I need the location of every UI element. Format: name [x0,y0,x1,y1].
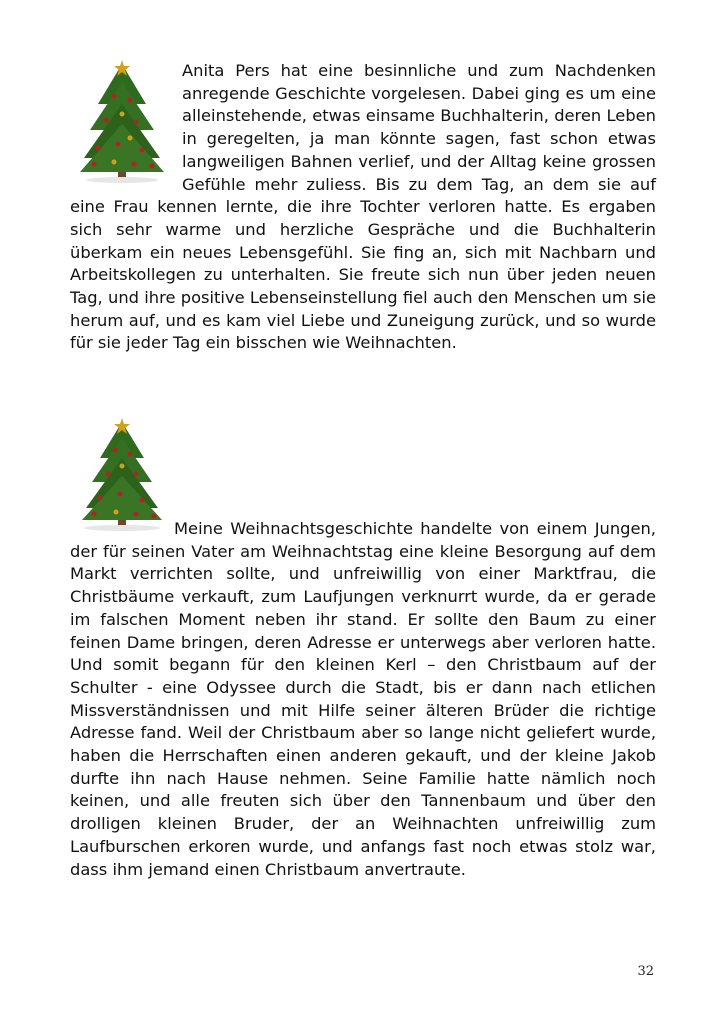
christmas-tree-icon [70,60,174,188]
christmas-tree-icon [70,418,174,534]
story-section-1 [70,60,656,355]
page-number: 32 [637,964,654,979]
story-section-2 [70,518,656,881]
story-paragraph-1: Anita Pers hat eine besinnliche und zum Nachdenken anregende Geschichte vorgelesen. Dabei ging es um eine alleinstehende, etwas einsame Buchhalterin, deren Leben in geregelten, ja man könnte sagen, fast schon etwas langweiligen Bahnen verlief, und der Alltag keine grossen Gefühle mehr zuliess. Bis zu dem Tag, an dem sie auf eine Frau kennen lernte, die ihre Tochter verloren hatte. Es ergaben sich sehr warme und herzliche Gespräche und die Buchhalterin überkam ein neues Lebensgefühl. Sie fing an, sich mit Nachbarn und Arbeitskollegen zu unterhalten. Sie freute sich nun über jeden neuen Tag, und ihre positive Lebenseinstellung fiel auch den Menschen um sie herum auf, und es kam viel Liebe und Zuneigung zurück, und so wurde für sie jeder Tag ein bisschen wie Weihnachten. [70,61,656,353]
story-paragraph-2: Meine Weihnachtsgeschichte handelte von einem Jungen, der für seinen Vater am Weihnachtstag eine kleine Besorgung auf dem Markt verrichten sollte, und unfreiwillig von einer Marktfrau, die Christbäume verkauft, zum Laufjungen verknurrt wurde, da er gerade im falschen Moment neben ihr stand. Er sollte den Baum zu einer feinen Dame bringen, deren Adresse er unterwegs aber verloren hatte. Und somit begann für den kleinen Kerl – den Christbaum auf der Schulter - eine Odyssee durch die Stadt, bis er dann nach etlichen Missverständnissen und mit Hilfe seiner älteren Brüder die richtige Adresse fand. Weil der Christbaum aber so lange nicht geliefert wurde, haben die Herrschaften einen anderen gekauft, und der kleine Jakob durfte ihn nach Hause nehmen. Seine Familie hatte nämlich noch keinen, und alle freuten sich über den Tannenbaum und über den drolligen kleinen Bruder, der an Weihnachten unfreiwillig zum Laufburschen erkoren wurde, und anfangs fast noch etwas stolz war, dass ihm jemand einen Christbaum anvertraute. [70,519,656,879]
